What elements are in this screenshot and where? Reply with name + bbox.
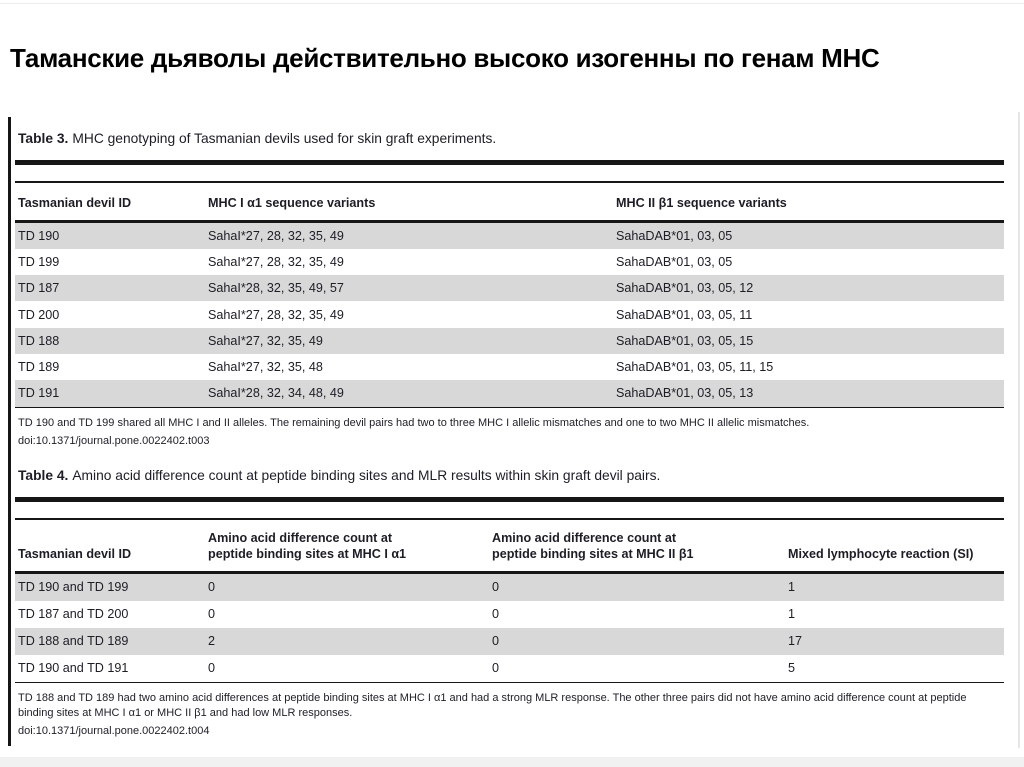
cell-devil-id: TD 189 bbox=[18, 360, 60, 375]
cell-devil-pair: TD 190 and TD 199 bbox=[18, 580, 129, 594]
cell-devil-pair: TD 188 and TD 189 bbox=[18, 634, 129, 648]
cell-mlr: 1 bbox=[788, 607, 796, 621]
spacer bbox=[15, 502, 1004, 518]
table-row bbox=[15, 380, 1004, 406]
table3-figure bbox=[8, 117, 1014, 456]
cell-devil-pair: TD 190 and TD 191 bbox=[18, 661, 129, 675]
table3-body bbox=[15, 223, 1004, 407]
table3-caption-label: Table 3. bbox=[18, 131, 69, 146]
table4-footnote: TD 188 and TD 189 had two amino acid differences at peptide binding sites at MHC I α1 and had a strong MLR response. The other three pairs did not have amino acid difference count at peptide binding sites at MHC I α1 or MHC II β1 and had low MLR responses. bbox=[18, 692, 967, 719]
table4-caption-text: Amino acid difference count at peptide binding sites and MLR results within skin graft devil pairs. bbox=[72, 468, 661, 483]
table-row bbox=[15, 354, 1004, 380]
cell-mhc2-variants: SahaDAB*01, 03, 05, 11, 15 bbox=[616, 360, 774, 375]
cell-aa-diff-mhc1: 0 bbox=[208, 661, 216, 675]
cell-mhc2-variants: SahaDAB*01, 03, 05, 13 bbox=[616, 386, 754, 401]
table3-col-header-mhc2: MHC II β1 sequence variants bbox=[616, 195, 787, 210]
cell-mhc1-variants: SahaI*28, 32, 35, 49, 57 bbox=[208, 281, 344, 296]
cell-mhc1-variants: SahaI*27, 28, 32, 35, 49 bbox=[208, 254, 344, 269]
spacer bbox=[15, 165, 1004, 181]
table3-col-header-devil-id: Tasmanian devil ID bbox=[18, 195, 132, 210]
table-row bbox=[15, 328, 1004, 354]
cell-aa-diff-mhc1: 0 bbox=[208, 607, 216, 621]
cell-mhc1-variants: SahaI*27, 32, 35, 49 bbox=[208, 333, 323, 348]
slide-right-border bbox=[1018, 112, 1020, 748]
cell-aa-diff-mhc2: 0 bbox=[492, 661, 500, 675]
cell-mhc2-variants: SahaDAB*01, 03, 05 bbox=[616, 254, 733, 269]
table-row bbox=[15, 249, 1004, 275]
cell-devil-id: TD 190 bbox=[18, 228, 60, 243]
cell-mhc1-variants: SahaI*28, 32, 34, 48, 49 bbox=[208, 386, 344, 401]
cell-devil-id: TD 191 bbox=[18, 386, 60, 401]
cell-mhc2-variants: SahaDAB*01, 03, 05, 15 bbox=[616, 333, 754, 348]
table-row bbox=[15, 574, 1004, 601]
table4-doi: doi:10.1371/journal.pone.0022402.t004 bbox=[18, 725, 210, 737]
table3-doi: doi:10.1371/journal.pone.0022402.t003 bbox=[18, 435, 210, 448]
table3-caption-text: MHC genotyping of Tasmanian devils used for skin graft experiments. bbox=[72, 131, 497, 146]
table-row bbox=[15, 655, 1004, 682]
table4-col-header-aa-diff-mhc2: Amino acid difference count at peptide binding sites at MHC II β1 bbox=[492, 530, 694, 561]
cell-mhc2-variants: SahaDAB*01, 03, 05, 11 bbox=[616, 307, 753, 322]
cell-mhc2-variants: SahaDAB*01, 03, 05, 12 bbox=[616, 281, 754, 296]
table-row bbox=[15, 275, 1004, 301]
cell-aa-diff-mhc2: 0 bbox=[492, 607, 500, 621]
cell-aa-diff-mhc1: 0 bbox=[208, 580, 216, 594]
table3-footnote: TD 190 and TD 199 shared all MHC I and II alleles. The remaining devil pairs had two to three MHC I allelic mismatches and one to two MHC II allelic mismatches. bbox=[18, 417, 810, 430]
slide-bottom-strip bbox=[0, 757, 1024, 767]
table-row bbox=[15, 628, 1004, 655]
slide-title: Таманские дьяволы действительно высоко изогенны по генам MHC bbox=[10, 43, 880, 73]
table4-body bbox=[15, 574, 1004, 682]
table4-caption-label: Table 4. bbox=[18, 468, 69, 483]
cell-devil-id: TD 199 bbox=[18, 254, 60, 269]
table4-header-row bbox=[15, 520, 1004, 571]
table-row bbox=[15, 601, 1004, 628]
cell-mhc2-variants: SahaDAB*01, 03, 05 bbox=[616, 228, 733, 243]
cell-mhc1-variants: SahaI*27, 28, 32, 35, 49 bbox=[208, 228, 344, 243]
cell-devil-id: TD 187 bbox=[18, 281, 60, 296]
cell-devil-id: TD 200 bbox=[18, 307, 60, 322]
cell-mlr: 1 bbox=[788, 580, 796, 594]
cell-mhc1-variants: SahaI*27, 28, 32, 35, 49 bbox=[208, 307, 344, 322]
cell-devil-pair: TD 187 and TD 200 bbox=[18, 607, 129, 621]
table4-col-header-mlr: Mixed lymphocyte reaction (SI) bbox=[788, 546, 974, 561]
table4-figure bbox=[8, 455, 1014, 746]
table3-header-row bbox=[15, 183, 1004, 220]
slide-top-border bbox=[0, 3, 1024, 4]
cell-mlr: 17 bbox=[788, 634, 803, 648]
cell-devil-id: TD 188 bbox=[18, 333, 60, 348]
cell-aa-diff-mhc1: 2 bbox=[208, 634, 216, 648]
table3-caption bbox=[15, 117, 1004, 160]
table3-col-header-mhc1: MHC I α1 sequence variants bbox=[208, 195, 376, 210]
table4-col-header-aa-diff-mhc1: Amino acid difference count at peptide binding sites at MHC I α1 bbox=[208, 530, 407, 561]
cell-mlr: 5 bbox=[788, 661, 796, 675]
table4-col-header-devil-pair: Tasmanian devil ID bbox=[18, 546, 132, 561]
table4-caption bbox=[15, 455, 1004, 497]
cell-aa-diff-mhc2: 0 bbox=[492, 580, 500, 594]
cell-aa-diff-mhc2: 0 bbox=[492, 634, 500, 648]
table-row bbox=[15, 223, 1004, 249]
table-row bbox=[15, 301, 1004, 327]
cell-mhc1-variants: SahaI*27, 32, 35, 48 bbox=[208, 360, 323, 375]
